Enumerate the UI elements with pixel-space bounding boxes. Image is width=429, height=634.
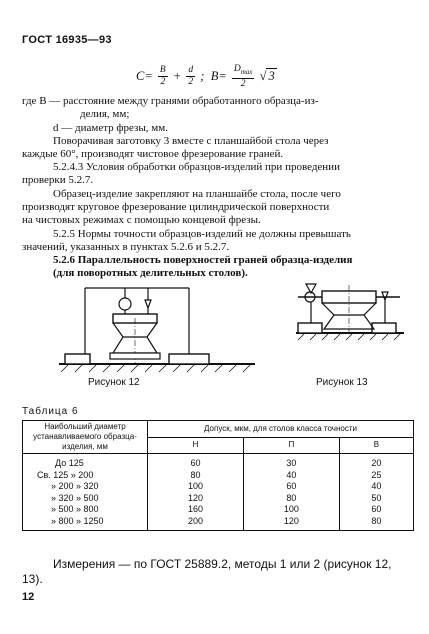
table-cell: 25: [339, 470, 413, 482]
section-heading: 5.2.6 Параллельность поверхностей граней образца-изделия: [53, 254, 353, 266]
table-cell: До 125: [23, 454, 148, 470]
text-line: проверки 5.2.7.: [22, 174, 94, 186]
fraction-d-over-2: [186, 65, 195, 88]
table-header-class-n: Н: [148, 437, 244, 454]
table-row: [23, 470, 414, 482]
table-cell: 160: [148, 504, 244, 516]
table-header-diameter: Наибольший диаметр устанавливаемого образца-изделия, мм: [23, 421, 148, 454]
table-cell: 80: [339, 516, 413, 531]
table-cell: 50: [339, 493, 413, 505]
table-cell: 100: [243, 504, 339, 516]
text-line: Образец-изделие закрепляют на планшайбе стола, после чего: [53, 188, 341, 200]
fraction-denominator: 2: [240, 78, 246, 89]
table-cell: 60: [339, 504, 413, 516]
table-cell: 80: [148, 470, 244, 482]
page-number: 12: [22, 591, 35, 603]
table-header-group: Допуск, мкм, для столов класса точности: [148, 421, 414, 438]
text-line: производят круговое фрезерование цилиндрической поверхности: [22, 201, 330, 213]
table-cell: 20: [339, 454, 413, 470]
fraction-denominator: 2: [160, 77, 166, 88]
table-cell: 40: [243, 470, 339, 482]
text-line: Поворачивая заготовку 3 вместе с планшайбой стола через: [53, 135, 329, 147]
text-line: каждые 60°, производят чистовое фрезерование граней.: [22, 148, 284, 160]
table-cell: » 800 » 1250: [23, 516, 148, 531]
fraction-numerator: d: [188, 65, 194, 76]
table-cell: 200: [148, 516, 244, 531]
figure-13-caption: Рисунок 13: [316, 377, 368, 388]
measurement-note-cont: 13).: [22, 572, 43, 586]
figure-13-drawing: [294, 279, 406, 341]
table-cell: 60: [243, 481, 339, 493]
dmax-subscript: max: [240, 67, 253, 76]
fraction-b-over-2: [158, 65, 168, 88]
text-line: 5.2.4.3 Условия обработки образцов-изделий при проведении: [53, 161, 340, 173]
table-title: Таблица 6: [22, 406, 79, 417]
figure-12-drawing: [55, 282, 260, 374]
table-cell: 120: [148, 493, 244, 505]
table-row: [23, 504, 414, 516]
table-cell: Св. 125 » 200: [23, 470, 148, 482]
sqrt-value: 3: [268, 68, 275, 83]
table-cell: 120: [243, 516, 339, 531]
formula-b-lhs: B=: [210, 68, 227, 83]
table-cell: 80: [243, 493, 339, 505]
table-row: [23, 481, 414, 493]
text-line: на чистовых режимах с помощью концевой фрезы.: [22, 214, 261, 226]
text-line: значений, указанных в пунктах 5.2.6 и 5.2.7.: [22, 241, 230, 253]
section-heading: (для поворотных делительных столов).: [53, 267, 248, 279]
table-cell: 40: [339, 481, 413, 493]
document-header: ГОСТ 16935—93: [22, 34, 112, 46]
text-line: делия, мм;: [80, 108, 130, 120]
table-cell: 60: [148, 454, 244, 470]
table-header-class-v: В: [339, 437, 413, 454]
table-cell: » 200 » 320: [23, 481, 148, 493]
text-line: где B — расстояние между гранями обработанного образца-из-: [22, 95, 319, 107]
formula-c-lhs: C=: [136, 68, 153, 83]
table-cell: » 320 » 500: [23, 493, 148, 505]
fraction-numerator: [232, 64, 255, 79]
formula: [136, 64, 277, 90]
dmax-symbol: D: [233, 64, 241, 74]
fraction-denominator: 2: [188, 77, 194, 88]
table-row: [23, 454, 414, 470]
measurement-note: Измерения — по ГОСТ 25889.2, методы 1 или 2 (рисунок 12,: [53, 557, 392, 571]
tolerance-table: [22, 420, 414, 531]
sqrt-sign: √ 3: [259, 68, 275, 83]
table-cell: 30: [243, 454, 339, 470]
plus-sign: +: [172, 68, 182, 83]
text-line: d — диаметр фрезы, мм.: [53, 122, 168, 134]
separator: ;: [200, 68, 205, 83]
table-row: [23, 493, 414, 505]
table-row: [23, 516, 414, 531]
figure-12-caption: Рисунок 12: [88, 377, 140, 388]
table-cell: » 500 » 800: [23, 504, 148, 516]
fraction-dmax-over-2: [232, 64, 255, 90]
fraction-numerator: B: [159, 65, 166, 76]
table-cell: 100: [148, 481, 244, 493]
text-line: 5.2.5 Нормы точности образцов-изделий не должны превышать: [53, 228, 351, 240]
table-header-class-p: П: [243, 437, 339, 454]
